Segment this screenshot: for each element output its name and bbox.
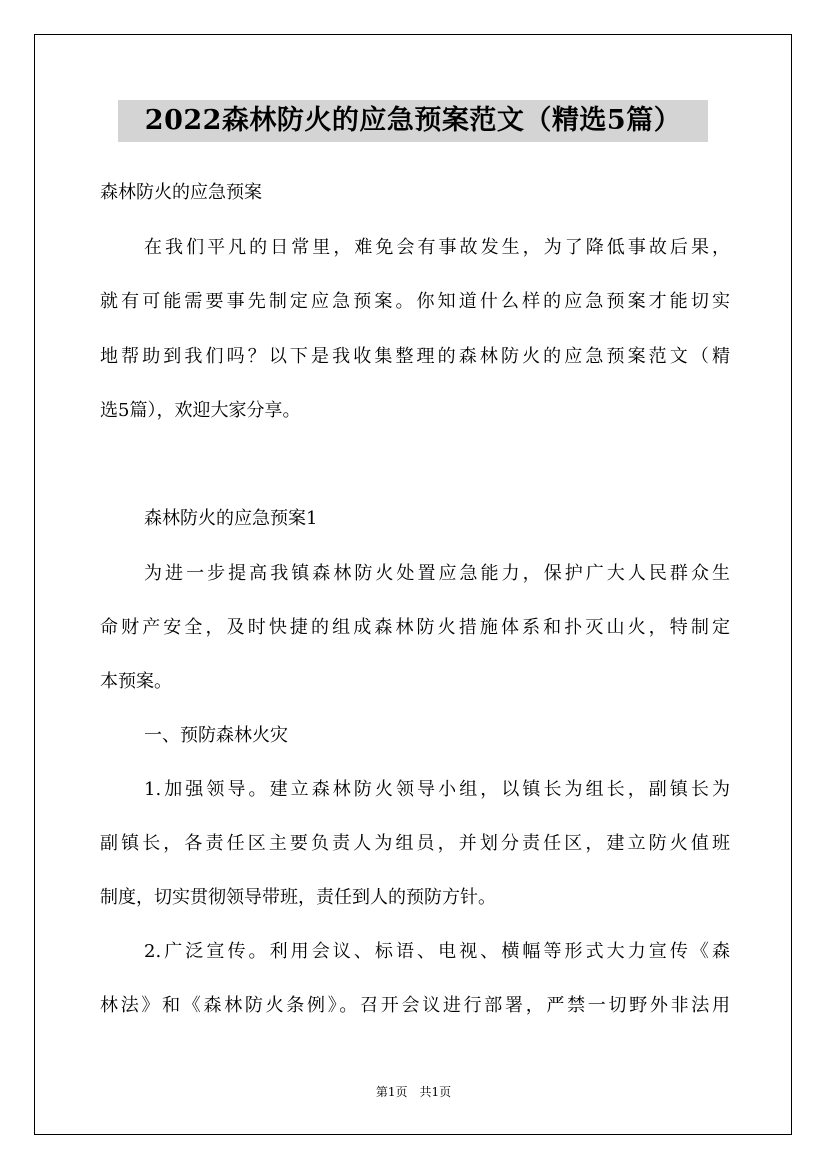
page-footer [0, 1083, 827, 1101]
document-heading: 森林防火的应急预案 [100, 182, 262, 203]
subheading-prevent-fire: 一、预防森林火灾 [144, 725, 288, 746]
item-2-line-1: 2.广泛宣传。利用会议、标语、电视、横幅等形式大力宣传《森 [144, 941, 730, 962]
page-number: 第1页 [375, 1085, 408, 1099]
intro-line-3: 地帮助到我们吗？以下是我收集整理的森林防火的应急预案范文（精 [100, 346, 730, 367]
section-1-line-1: 为进一步提高我镇森林防火处置应急能力，保护广大人民群众生 [144, 563, 730, 584]
item-1-line-3: 制度，切实贯彻领导带班，责任到人的预防方针。 [100, 887, 496, 908]
section-1-line-3: 本预案。 [100, 671, 172, 692]
document-title: 2022森林防火的应急预案范文（精选5篇） [118, 100, 708, 142]
intro-line-2: 就有可能需要事先制定应急预案。你知道什么样的应急预案才能切实 [100, 291, 730, 312]
item-1-line-2: 副镇长，各责任区主要负责人为组员，并划分责任区，建立防火值班 [100, 833, 730, 854]
section-1-line-2: 命财产安全，及时快捷的组成森林防火措施体系和扑灭山火，特制定 [100, 617, 730, 638]
intro-line-4: 选5篇），欢迎大家分享。 [100, 400, 301, 421]
section-1-title: 森林防火的应急预案1 [144, 508, 318, 529]
item-2-line-2: 林法》和《森林防火条例》。召开会议进行部署，严禁一切野外非法用 [100, 995, 730, 1016]
item-1-line-1: 1.加强领导。建立森林防火领导小组，以镇长为组长，副镇长为 [144, 779, 730, 800]
intro-line-1: 在我们平凡的日常里，难免会有事故发生，为了降低事故后果， [144, 237, 730, 258]
page-total: 共1页 [419, 1085, 452, 1099]
